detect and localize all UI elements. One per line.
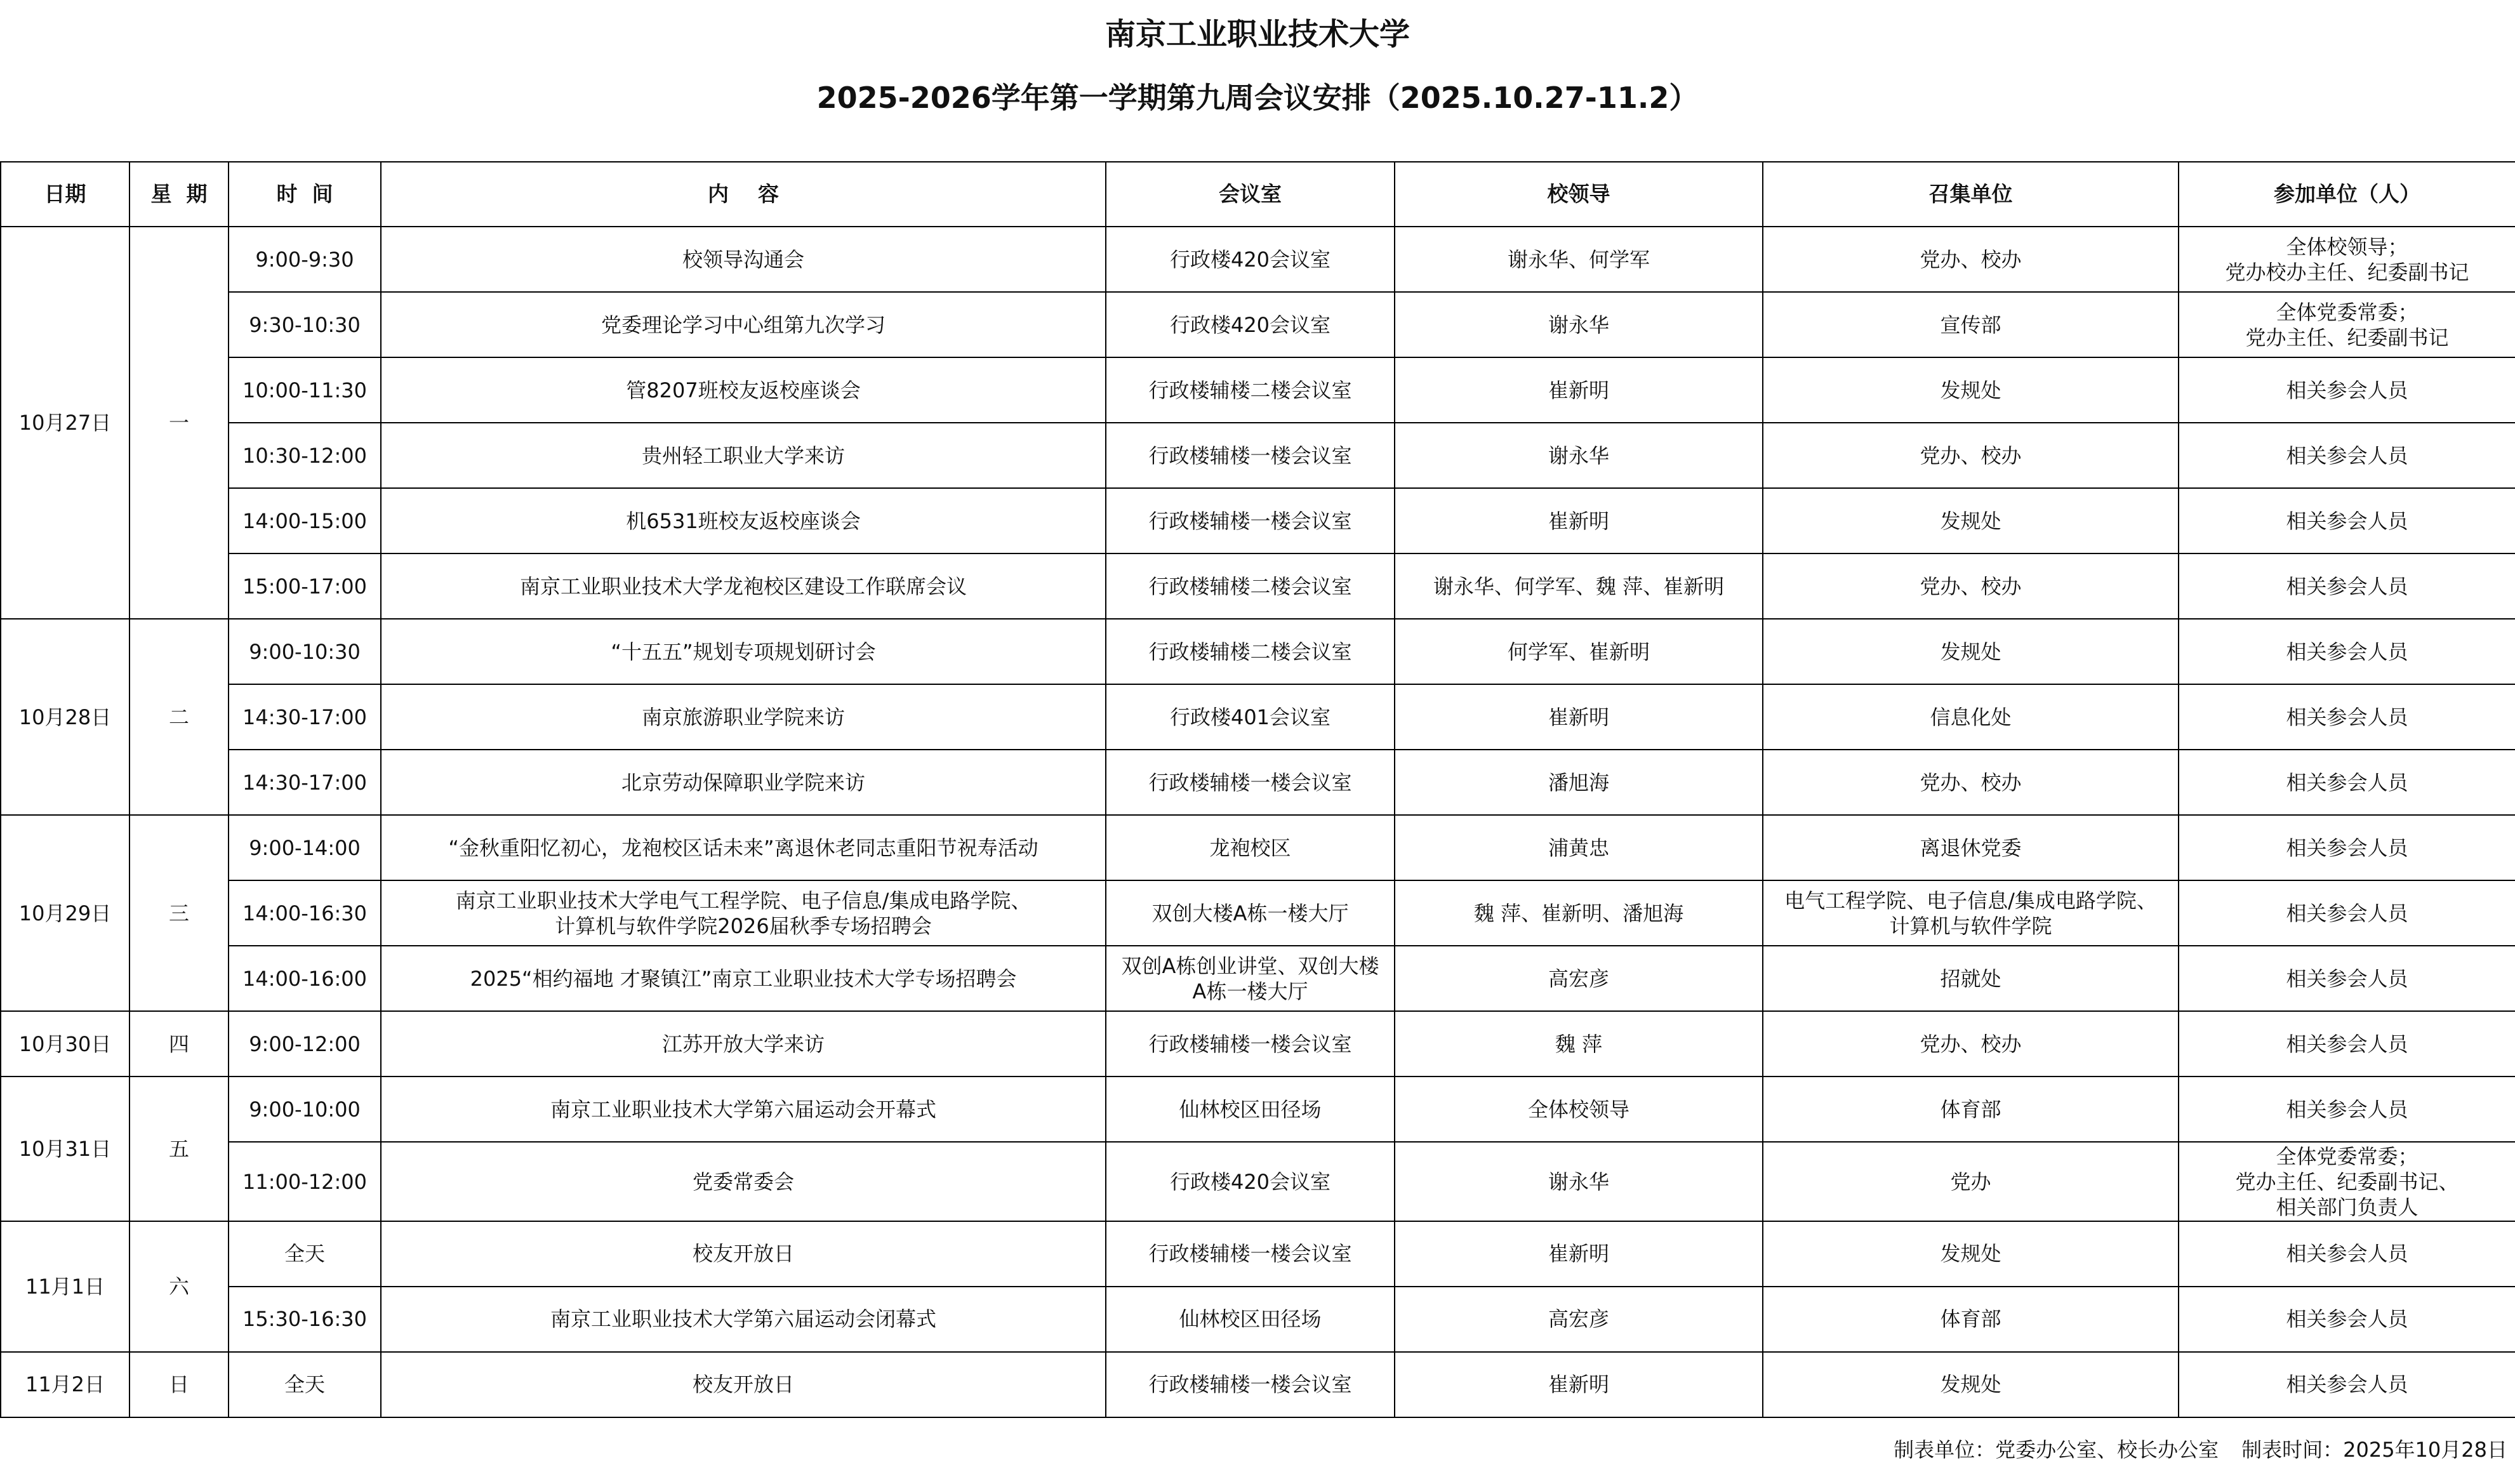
date-cell: 10月31日 <box>1 1077 129 1221</box>
participants-cell: 相关参会人员 <box>2179 357 2515 423</box>
weekday-cell: 五 <box>129 1077 229 1221</box>
leaders-cell: 高宏彦 <box>1395 946 1763 1011</box>
participants-cell: 相关参会人员 <box>2179 1011 2515 1077</box>
table-row <box>1 815 2515 880</box>
time-cell: 全天 <box>229 1221 381 1287</box>
content-cell: 党委常委会 <box>381 1142 1106 1221</box>
time-cell: 15:30-16:30 <box>229 1287 381 1352</box>
content-cell: 南京工业职业技术大学电气工程学院、电子信息/集成电路学院、 计算机与软件学院2026届秋季专场招聘会 <box>381 880 1106 946</box>
room-cell: 行政楼辅楼一楼会议室 <box>1106 1011 1395 1077</box>
leaders-cell: 浦黄忠 <box>1395 815 1763 880</box>
content-cell: 北京劳动保障职业学院来访 <box>381 750 1106 815</box>
leaders-cell: 谢永华 <box>1395 292 1763 357</box>
time-cell: 14:30-17:00 <box>229 684 381 750</box>
room-cell: 龙袍校区 <box>1106 815 1395 880</box>
time-cell: 9:00-14:00 <box>229 815 381 880</box>
time-cell: 15:00-17:00 <box>229 553 381 619</box>
convener-cell: 信息化处 <box>1763 684 2179 750</box>
convener-cell: 体育部 <box>1763 1077 2179 1142</box>
date-cell: 11月1日 <box>1 1221 129 1352</box>
table-row <box>1 684 2515 750</box>
leaders-cell: 高宏彦 <box>1395 1287 1763 1352</box>
table-row <box>1 227 2515 292</box>
participants-cell: 相关参会人员 <box>2179 946 2515 1011</box>
table-footer <box>1894 1436 2507 1464</box>
participants-cell: 相关参会人员 <box>2179 815 2515 880</box>
table-row <box>1 1077 2515 1142</box>
footer-date: 制表时间：2025年10月28日 <box>2241 1438 2507 1462</box>
col-header-leaders: 校领导 <box>1395 162 1763 227</box>
room-cell: 行政楼辅楼一楼会议室 <box>1106 488 1395 553</box>
time-cell: 10:00-11:30 <box>229 357 381 423</box>
convener-cell: 党办、校办 <box>1763 1011 2179 1077</box>
participants-cell: 全体党委常委； 党办主任、纪委副书记 <box>2179 292 2515 357</box>
time-cell: 14:00-16:30 <box>229 880 381 946</box>
leaders-cell: 魏 萍 <box>1395 1011 1763 1077</box>
meeting-schedule-table <box>0 161 2515 1418</box>
date-cell: 10月28日 <box>1 619 129 815</box>
col-header-date: 日期 <box>1 162 129 227</box>
convener-cell: 发规处 <box>1763 1352 2179 1417</box>
time-cell: 10:30-12:00 <box>229 423 381 488</box>
col-header-participants: 参加单位（人） <box>2179 162 2515 227</box>
col-header-time: 时 间 <box>229 162 381 227</box>
school-title: 南京工业职业技术大学 <box>1105 17 1410 52</box>
date-cell: 10月29日 <box>1 815 129 1011</box>
leaders-cell: 崔新明 <box>1395 488 1763 553</box>
room-cell: 行政楼辅楼一楼会议室 <box>1106 750 1395 815</box>
participants-cell: 相关参会人员 <box>2179 750 2515 815</box>
col-header-weekday: 星 期 <box>129 162 229 227</box>
room-cell: 行政楼辅楼一楼会议室 <box>1106 423 1395 488</box>
table-row <box>1 357 2515 423</box>
content-cell: 校友开放日 <box>381 1221 1106 1287</box>
room-cell: 双创A栋创业讲堂、双创大楼 A栋一楼大厅 <box>1106 946 1395 1011</box>
content-cell: 管8207班校友返校座谈会 <box>381 357 1106 423</box>
convener-cell: 体育部 <box>1763 1287 2179 1352</box>
weekday-cell: 一 <box>129 227 229 619</box>
leaders-cell: 谢永华 <box>1395 423 1763 488</box>
convener-cell: 招就处 <box>1763 946 2179 1011</box>
participants-cell: 相关参会人员 <box>2179 1077 2515 1142</box>
leaders-cell: 谢永华、何学军 <box>1395 227 1763 292</box>
table-row <box>1 1221 2515 1287</box>
room-cell: 行政楼辅楼二楼会议室 <box>1106 553 1395 619</box>
participants-cell: 相关参会人员 <box>2179 619 2515 684</box>
convener-cell: 党办、校办 <box>1763 750 2179 815</box>
col-header-room: 会议室 <box>1106 162 1395 227</box>
room-cell: 行政楼420会议室 <box>1106 227 1395 292</box>
col-header-content: 内 容 <box>381 162 1106 227</box>
leaders-cell: 崔新明 <box>1395 357 1763 423</box>
time-cell: 9:00-10:00 <box>229 1077 381 1142</box>
room-cell: 行政楼辅楼二楼会议室 <box>1106 357 1395 423</box>
table-row <box>1 1142 2515 1221</box>
table-row <box>1 946 2515 1011</box>
time-cell: 14:00-16:00 <box>229 946 381 1011</box>
room-cell: 仙林校区田径场 <box>1106 1077 1395 1142</box>
content-cell: 校领导沟通会 <box>381 227 1106 292</box>
participants-cell: 相关参会人员 <box>2179 1352 2515 1417</box>
room-cell: 双创大楼A栋一楼大厅 <box>1106 880 1395 946</box>
room-cell: 行政楼辅楼二楼会议室 <box>1106 619 1395 684</box>
table-row <box>1 880 2515 946</box>
room-cell: 行政楼401会议室 <box>1106 684 1395 750</box>
table-row <box>1 1287 2515 1352</box>
content-cell: “十五五”规划专项规划研讨会 <box>381 619 1106 684</box>
leaders-cell: 崔新明 <box>1395 684 1763 750</box>
convener-cell: 发规处 <box>1763 1221 2179 1287</box>
weekday-cell: 三 <box>129 815 229 1011</box>
room-cell: 仙林校区田径场 <box>1106 1287 1395 1352</box>
convener-cell: 离退休党委 <box>1763 815 2179 880</box>
leaders-cell: 谢永华、何学军、魏 萍、崔新明 <box>1395 553 1763 619</box>
content-cell: 校友开放日 <box>381 1352 1106 1417</box>
convener-cell: 党办、校办 <box>1763 553 2179 619</box>
convener-cell: 发规处 <box>1763 488 2179 553</box>
table-row <box>1 619 2515 684</box>
date-cell: 11月2日 <box>1 1352 129 1417</box>
convener-cell: 党办 <box>1763 1142 2179 1221</box>
table-row <box>1 423 2515 488</box>
leaders-cell: 谢永华 <box>1395 1142 1763 1221</box>
participants-cell: 全体校领导； 党办校办主任、纪委副书记 <box>2179 227 2515 292</box>
convener-cell: 电气工程学院、电子信息/集成电路学院、 计算机与软件学院 <box>1763 880 2179 946</box>
time-cell: 14:30-17:00 <box>229 750 381 815</box>
content-cell: 2025“相约福地 才聚镇江”南京工业职业技术大学专场招聘会 <box>381 946 1106 1011</box>
date-cell: 10月27日 <box>1 227 129 619</box>
convener-cell: 发规处 <box>1763 357 2179 423</box>
participants-cell: 相关参会人员 <box>2179 423 2515 488</box>
leaders-cell: 何学军、崔新明 <box>1395 619 1763 684</box>
weekday-cell: 四 <box>129 1011 229 1077</box>
weekday-cell: 日 <box>129 1352 229 1417</box>
leaders-cell: 崔新明 <box>1395 1352 1763 1417</box>
schedule-subtitle: 2025-2026学年第一学期第九周会议安排（2025.10.27-11.2） <box>816 81 1699 115</box>
content-cell: 南京工业职业技术大学第六届运动会开幕式 <box>381 1077 1106 1142</box>
table-row <box>1 1011 2515 1077</box>
convener-cell: 宣传部 <box>1763 292 2179 357</box>
table-row <box>1 488 2515 553</box>
content-cell: 南京工业职业技术大学第六届运动会闭幕式 <box>381 1287 1106 1352</box>
time-cell: 14:00-15:00 <box>229 488 381 553</box>
participants-cell: 相关参会人员 <box>2179 880 2515 946</box>
weekday-cell: 二 <box>129 619 229 815</box>
table-row <box>1 750 2515 815</box>
room-cell: 行政楼420会议室 <box>1106 292 1395 357</box>
participants-cell: 相关参会人员 <box>2179 684 2515 750</box>
participants-cell: 相关参会人员 <box>2179 553 2515 619</box>
content-cell: 贵州轻工职业大学来访 <box>381 423 1106 488</box>
content-cell: 南京工业职业技术大学龙袍校区建设工作联席会议 <box>381 553 1106 619</box>
convener-cell: 党办、校办 <box>1763 227 2179 292</box>
leaders-cell: 潘旭海 <box>1395 750 1763 815</box>
time-cell: 9:00-9:30 <box>229 227 381 292</box>
time-cell: 9:00-10:30 <box>229 619 381 684</box>
time-cell: 9:00-12:00 <box>229 1011 381 1077</box>
time-cell: 11:00-12:00 <box>229 1142 381 1221</box>
content-cell: 党委理论学习中心组第九次学习 <box>381 292 1106 357</box>
room-cell: 行政楼辅楼一楼会议室 <box>1106 1352 1395 1417</box>
table-row <box>1 553 2515 619</box>
convener-cell: 党办、校办 <box>1763 423 2179 488</box>
date-cell: 10月30日 <box>1 1011 129 1077</box>
leaders-cell: 魏 萍、崔新明、潘旭海 <box>1395 880 1763 946</box>
content-cell: 机6531班校友返校座谈会 <box>381 488 1106 553</box>
room-cell: 行政楼420会议室 <box>1106 1142 1395 1221</box>
content-cell: 南京旅游职业学院来访 <box>381 684 1106 750</box>
time-cell: 9:30-10:30 <box>229 292 381 357</box>
participants-cell: 全体党委常委； 党办主任、纪委副书记、 相关部门负责人 <box>2179 1142 2515 1221</box>
table-row <box>1 1352 2515 1417</box>
room-cell: 行政楼辅楼一楼会议室 <box>1106 1221 1395 1287</box>
header-row <box>1 162 2515 227</box>
leaders-cell: 崔新明 <box>1395 1221 1763 1287</box>
time-cell: 全天 <box>229 1352 381 1417</box>
content-cell: 江苏开放大学来访 <box>381 1011 1106 1077</box>
col-header-convener: 召集单位 <box>1763 162 2179 227</box>
leaders-cell: 全体校领导 <box>1395 1077 1763 1142</box>
footer-maker: 制表单位：党委办公室、校长办公室 <box>1894 1438 2219 1462</box>
convener-cell: 发规处 <box>1763 619 2179 684</box>
table-row <box>1 292 2515 357</box>
weekday-cell: 六 <box>129 1221 229 1352</box>
participants-cell: 相关参会人员 <box>2179 1287 2515 1352</box>
participants-cell: 相关参会人员 <box>2179 488 2515 553</box>
content-cell: “金秋重阳忆初心，龙袍校区话未来”离退休老同志重阳节祝寿活动 <box>381 815 1106 880</box>
participants-cell: 相关参会人员 <box>2179 1221 2515 1287</box>
